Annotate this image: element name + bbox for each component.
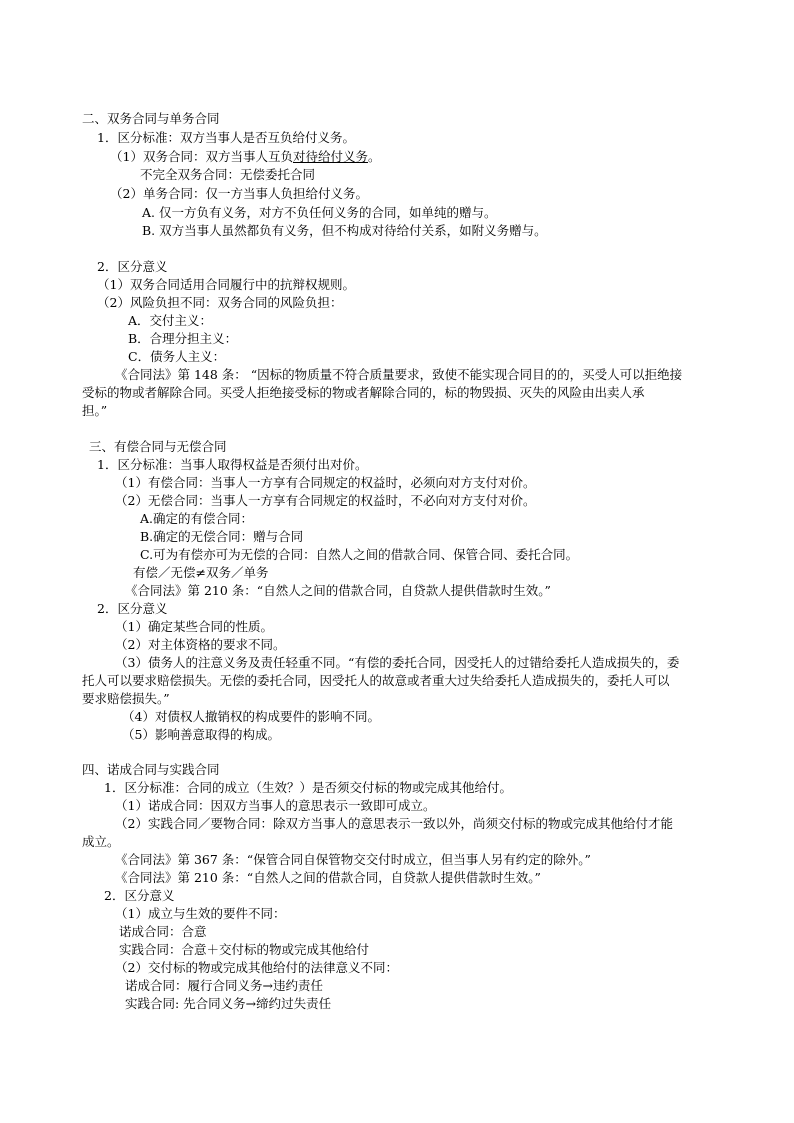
sig-4-1-a: 诺成合同：合意	[119, 924, 207, 939]
sig-2-2-c: C．债务人主义：	[128, 349, 226, 364]
article-210-repeat: 《合同法》第 210 条：“自然人之间的借款合同，自贷款人提供借款时生效。”	[115, 870, 541, 885]
item-4-2-line-2: 成立。	[82, 834, 120, 849]
underlined-term: 对待给付义务	[292, 149, 368, 164]
item-4-2-line-1: （2）实践合同／要物合同：除双方当事人的意思表示一致以外，尚须交付标的物或完成其他给付才能	[115, 816, 673, 831]
section-heading-4: 四、诺成合同与实践合同	[82, 762, 220, 777]
article-148-line-1: 《合同法》第 148 条： “因标的物质量不符合质量要求，致使不能实现合同目的的，买受人可以拒绝接	[115, 367, 683, 382]
sig-3-2: （2）对主体资格的要求不同。	[115, 637, 286, 652]
item-2-1-end: 。	[367, 149, 381, 164]
sig-3-5: （5）影响善意取得的构成。	[122, 727, 280, 742]
criterion-4: 1．区分标准：合同的成立（生效？）是否须交付标的物或完成其他给付。	[104, 780, 512, 795]
item-2-1-text: （1）双务合同：双方当事人互负	[110, 149, 293, 164]
item-2-1-note: 不完全双务合同：无偿委托合同	[140, 167, 316, 182]
article-148-line-3: 担。”	[82, 403, 108, 418]
item-3-1: （1）有偿合同：当事人一方享有合同规定的权益时，必须向对方支付对价。	[115, 475, 536, 490]
sig-3-3-line-2: 托人可以要求赔偿损失。无偿的委托合同，因受托人的故意或者重大过失给委托人造成损失的，委托人可以	[82, 673, 670, 688]
sig-3-4: （4）对债权人撤销权的构成要件的影响不同。	[122, 709, 380, 724]
significance-3: 2．区分意义	[97, 601, 168, 616]
sig-4-1-b: 实践合同：合意＋交付标的物或完成其他给付	[119, 942, 370, 957]
item-3-2-c: C.可为有偿亦可为无偿的合同：自然人之间的借款合同、保管合同、委托合同。	[140, 547, 579, 562]
significance-4: 2．区分意义	[104, 888, 175, 903]
sig-4-2: （2）交付标的物或完成其他给付的法律意义不同：	[115, 960, 398, 975]
item-2-2-b: B. 双方当事人虽然都负有义务，但不构成对待给付关系，如附义务赠与。	[142, 223, 547, 238]
sig-2-1: （1）双务合同适用合同履行中的抗辩权规则。	[97, 277, 355, 292]
item-3-note: 有偿／无偿≠双务／单务	[133, 565, 269, 580]
item-2-2: （2）单务合同：仅一方当事人负担给付义务。	[110, 186, 368, 201]
sig-2-2-b: B．合理分担主义：	[128, 331, 238, 346]
criterion-2: 1．区分标准：双方当事人是否互负给付义务。	[97, 130, 355, 145]
sig-2-2: （2）风险负担不同：双务合同的风险负担：	[97, 295, 343, 310]
article-367: 《合同法》第 367 条：“保管合同自保管物交交付时成立，但当事人另有约定的除外。”	[115, 852, 591, 867]
sig-3-3-line-3: 要求赔偿损失。”	[82, 691, 170, 706]
sig-4-2-a: 诺成合同：履行合同义务→违约责任	[125, 978, 323, 993]
criterion-3: 1．区分标准：当事人取得权益是否须付出对价。	[97, 457, 368, 472]
article-210: 《合同法》第 210 条：“自然人之间的借款合同，自贷款人提供借款时生效。”	[125, 583, 551, 598]
article-148-line-2: 受标的物或者解除合同。买受人拒绝接受标的物或者解除合同的，标的物毁损、灭失的风险由出卖人承	[82, 385, 645, 400]
section-heading-3: 三、有偿合同与无偿合同	[89, 439, 227, 454]
item-3-2-b: B.确定的无偿合同：赠与合同	[140, 529, 304, 544]
item-3-2-a: A.确定的有偿合同：	[140, 511, 254, 526]
significance-2: 2．区分意义	[97, 259, 168, 274]
item-4-1: （1）诺成合同：因双方当事人的意思表示一致即可成立。	[115, 798, 436, 813]
sig-2-2-a: A．交付主义：	[128, 313, 213, 328]
sig-4-1: （1）成立与生效的要件不同：	[115, 906, 286, 921]
sig-3-3-line-1: （3）债务人的注意义务及责任轻重不同。“有偿的委托合同，因受托人的过错给委托人造成损失的，委	[115, 655, 680, 670]
sig-4-2-b: 实践合同: 先合同义务→缔约过失责任	[125, 996, 332, 1011]
item-2-2-a: A. 仅一方负有义务，对方不负任何义务的合同，如单纯的赠与。	[142, 205, 497, 220]
item-2-1	[110, 148, 381, 166]
sig-3-1: （1）确定某些合同的性质。	[115, 619, 273, 634]
section-heading-2: 二、双务合同与单务合同	[82, 111, 220, 126]
item-3-2: （2）无偿合同：当事人一方享有合同规定的权益时，不必向对方支付对价。	[115, 493, 536, 508]
